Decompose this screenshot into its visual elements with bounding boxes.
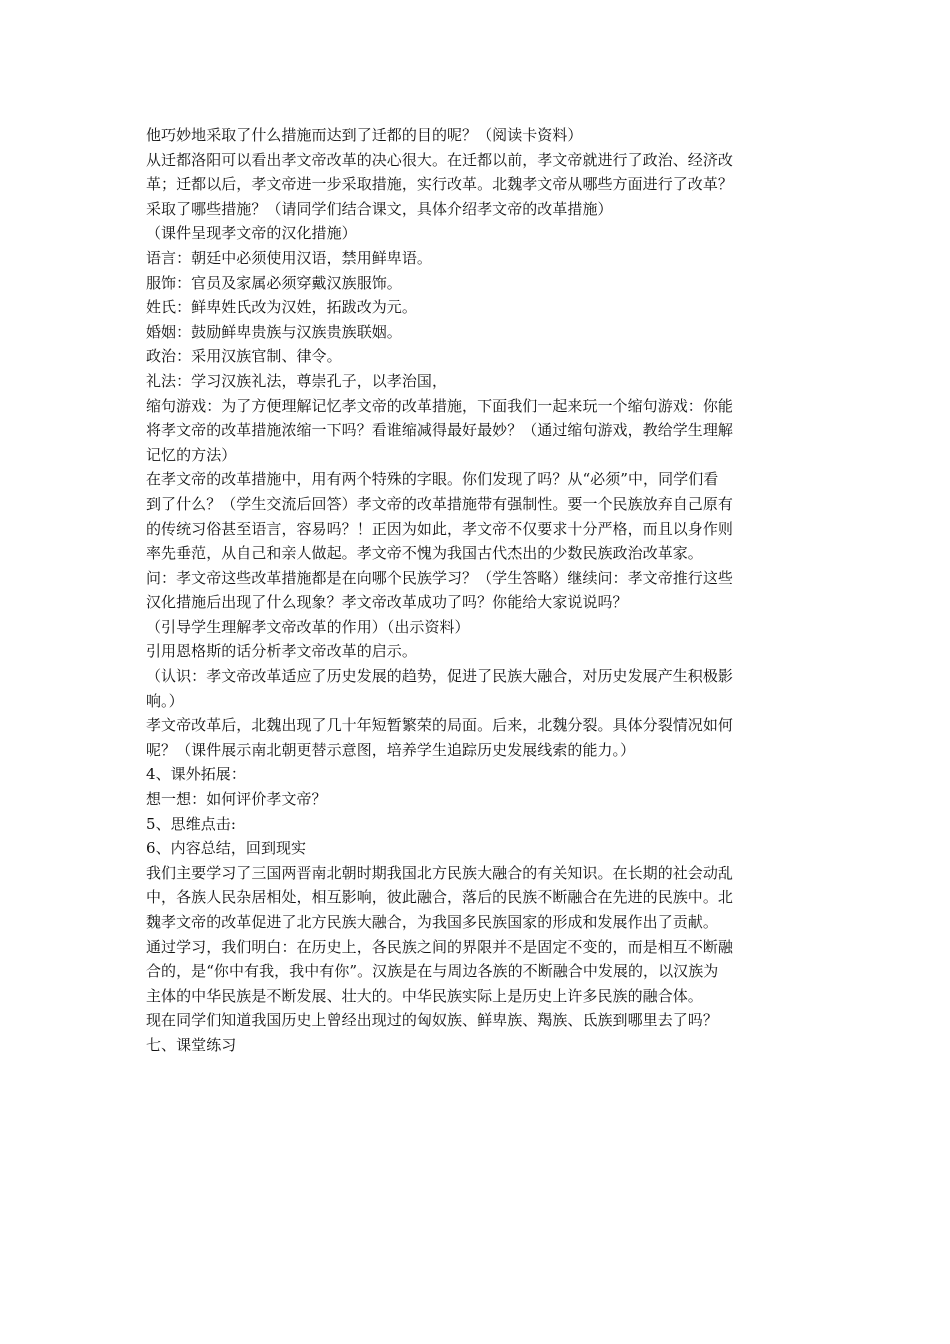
section-heading: 4、课外拓展：	[146, 765, 246, 784]
text-line: 魏孝文帝的改革促进了北方民族大融合，为我国多民族国家的形成和发展作出了贡献。	[146, 913, 718, 931]
text-line: 汉化措施后出现了什么现象？孝文帝改革成功了吗？你能给大家说说吗？	[146, 593, 628, 612]
text-line: 合的，是“你中有我，我中有你”。汉族是在与周边各族的不断融合中发展的，以汉族为	[146, 962, 719, 981]
text-line: 从迁都洛阳可以看出孝文帝改革的决心很大。在迁都以前，孝文帝就进行了政治、经济改	[146, 150, 733, 169]
text-line: 政治：采用汉族官制、律令。	[146, 347, 342, 366]
text-line: 我们主要学习了三国两晋南北朝时期我国北方民族大融合的有关知识。在长期的社会动乱	[146, 863, 733, 882]
text-line: 服饰：官员及家属必须穿戴汉族服饰。	[146, 273, 402, 292]
text-line: 响。）	[146, 691, 184, 710]
text-line: （课件呈现孝文帝的汉化措施）	[146, 224, 357, 243]
text-line: 引用恩格斯的话分析孝文帝改革的启示。	[146, 642, 417, 661]
text-line: 礼法：学习汉族礼法，尊崇孔子，以孝治国，	[146, 371, 448, 390]
text-line: 记忆的方法）	[146, 445, 237, 464]
section-heading: 七、课堂练习	[146, 1035, 237, 1054]
text-line: 中，各族人民杂居相处，相互影响，彼此融合，落后的民族不断融合在先进的民族中。北	[146, 888, 733, 907]
section-heading: 5、思维点击:	[146, 814, 236, 833]
text-line: 呢？（课件展示南北朝更替示意图，培养学生追踪历史发展线索的能力。）	[146, 740, 636, 759]
text-line: 的传统习俗甚至语言，容易吗？！正因为如此，孝文帝不仅要求十分严格，而且以身作则	[146, 519, 733, 538]
text-line: 想一想：如何评价孝文帝？	[146, 790, 327, 809]
text-line: 婚姻：鼓励鲜卑贵族与汉族贵族联姻。	[146, 322, 402, 341]
document-body	[146, 123, 806, 1058]
text-line: 将孝文帝的改革措施浓缩一下吗？看谁缩减得最好最妙？（通过缩句游戏，教给学生理解	[146, 421, 733, 440]
text-line: 到了什么？（学生交流后回答）孝文帝的改革措施带有强制性。要一个民族放弃自己原有	[146, 494, 733, 513]
text-line: （引导学生理解孝文帝改革的作用）（出示资料）	[146, 617, 470, 636]
text-line: 缩句游戏：为了方便理解记忆孝文帝的改革措施，下面我们一起来玩一个缩句游戏：你能	[146, 396, 733, 415]
text-line: 他巧妙地采取了什么措施而达到了迁都的目的呢？（阅读卡资料）	[146, 126, 583, 144]
text-line: 在孝文帝的改革措施中，用有两个特殊的字眼。你们发现了吗？从“必须”中，同学们看	[146, 470, 719, 489]
text-line: 采取了哪些措施？（请同学们结合课文，具体介绍孝文帝的改革措施）	[146, 199, 613, 218]
text-line: 率先垂范，从自己和亲人做起。孝文帝不愧为我国古代杰出的少数民族政治改革家。	[146, 544, 703, 563]
text-line: 通过学习，我们明白：在历史上，各民族之间的界限并不是固定不变的，而是相互不断融	[146, 937, 733, 956]
text-line: 姓氏：鲜卑姓氏改为汉姓，拓跋改为元。	[146, 298, 417, 317]
text-line: 孝文帝改革后，北魏出现了几十年短暂繁荣的局面。后来，北魏分裂。具体分裂情况如何	[146, 716, 733, 735]
section-heading: 6、内容总结，回到现实	[146, 839, 307, 858]
text-line: （认识：孝文帝改革适应了历史发展的趋势，促进了民族大融合，对历史发展产生积极影	[146, 667, 733, 686]
text-line: 问：孝文帝这些改革措施都是在向哪个民族学习？（学生答略）继续问：孝文帝推行这些	[146, 568, 733, 587]
text-line: 现在同学们知道我国历史上曾经出现过的匈奴族、鲜卑族、羯族、氐族到哪里去了吗？	[146, 1011, 718, 1030]
text-line: 主体的中华民族是不断发展、壮大的。中华民族实际上是历史上许多民族的融合体。	[146, 986, 703, 1005]
text-line: 革；迁都以后，孝文帝进一步采取措施，实行改革。北魏孝文帝从哪些方面进行了改革？	[146, 175, 733, 194]
text-line: 语言：朝廷中必须使用汉语，禁用鲜卑语。	[146, 248, 432, 267]
